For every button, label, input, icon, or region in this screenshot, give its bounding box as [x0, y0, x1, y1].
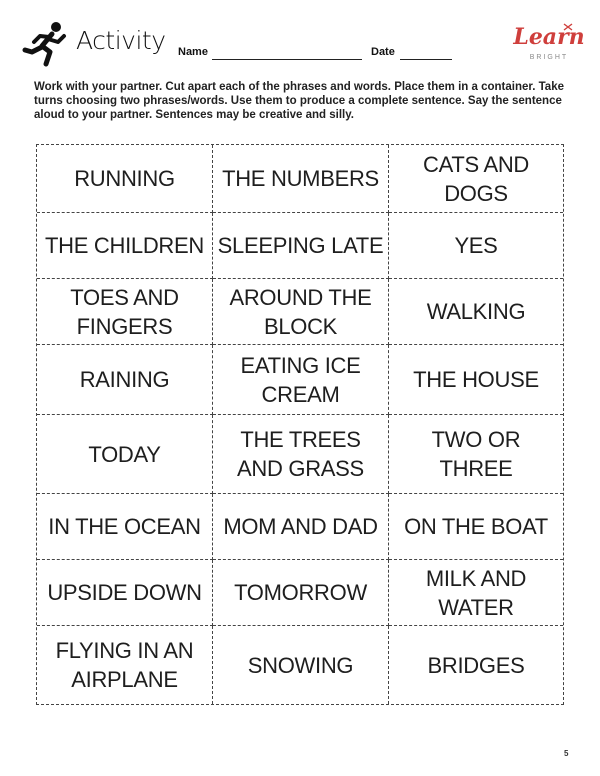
- phrase-card: EATING ICE CREAM: [213, 345, 389, 415]
- logo-word: Learn: [513, 24, 585, 50]
- date-label: Date: [371, 46, 395, 58]
- phrase-card: MOM AND DAD: [213, 494, 389, 560]
- phrase-card: SLEEPING LATE: [213, 213, 389, 279]
- phrase-card: TODAY: [37, 415, 213, 494]
- learn-bright-logo: [512, 22, 592, 72]
- phrase-card: AROUND THE BLOCK: [213, 279, 389, 345]
- phrase-card: THE NUMBERS: [213, 145, 389, 213]
- phrase-card: UPSIDE DOWN: [37, 560, 213, 626]
- name-field[interactable]: [212, 59, 362, 60]
- instructions: Work with your partner. Cut apart each of the phrases and words. Place them in a container. Take turns choosing two phrases/words. Use them to produce a complete sentence. Say the sentence aloud to your partner. Sentences may be creative and silly.: [34, 81, 564, 121]
- phrase-card: CATS AND DOGS: [389, 145, 563, 213]
- phrase-card: FLYING IN AN AIRPLANE: [37, 626, 213, 704]
- phrase-card: BRIDGES: [427, 652, 525, 678]
- running-person-icon: [22, 20, 68, 68]
- phrase-card: TOMORROW: [213, 560, 389, 626]
- phrase-card: THE CHILDREN: [37, 213, 213, 279]
- activity-title: Activity: [76, 26, 166, 55]
- phrase-card: WALKING: [389, 279, 563, 345]
- phrase-card: RAINING: [37, 345, 213, 415]
- phrase-card: THE TREES AND GRASS: [213, 415, 389, 494]
- phrase-card: MILK AND WATER: [389, 560, 563, 626]
- name-label: Name: [178, 46, 208, 58]
- phrase-card: THE HOUSE: [389, 345, 563, 415]
- phrase-card-grid: [36, 144, 564, 705]
- logo-subtitle: BRIGHT: [529, 54, 569, 61]
- phrase-card: YES: [389, 213, 563, 279]
- page-number: 5: [564, 749, 569, 758]
- worksheet-header: [22, 18, 585, 80]
- phrase-card: TOES AND FINGERS: [37, 279, 213, 345]
- phrase-card: SNOWING: [213, 626, 389, 704]
- phrase-card: IN THE OCEAN: [37, 494, 213, 560]
- phrase-card: TWO OR THREE: [389, 415, 563, 494]
- phrase-card: RUNNING: [37, 145, 213, 213]
- date-field[interactable]: [400, 59, 452, 60]
- phrase-card: ON THE BOAT: [389, 494, 563, 560]
